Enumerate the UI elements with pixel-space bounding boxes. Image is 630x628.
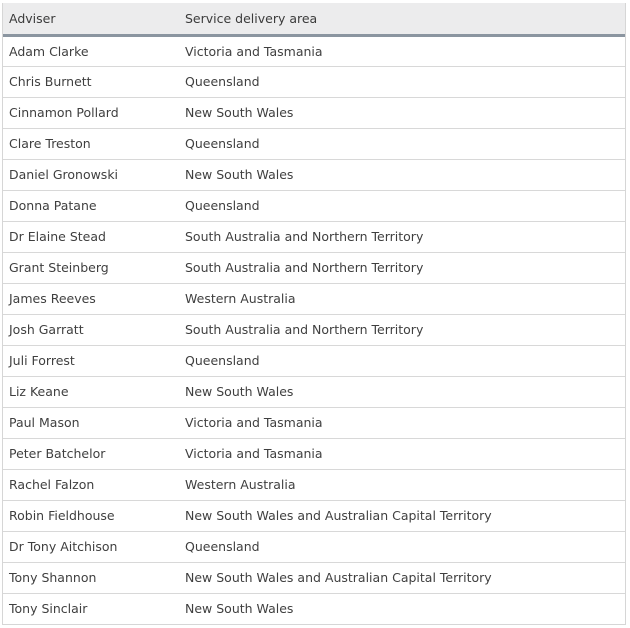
adviser-cell: Dr Elaine Stead [9, 229, 106, 244]
adviser-table [3, 3, 625, 624]
service-area-cell: New South Wales [185, 167, 294, 182]
table-row [3, 252, 625, 283]
adviser-cell: Tony Sinclair [9, 601, 88, 617]
service-area-cell: Queensland [185, 74, 260, 89]
table-header [3, 3, 625, 35]
adviser-cell: Juli Forrest [9, 353, 75, 368]
service-area-cell: New South Wales [185, 105, 294, 120]
column-header-adviser: Adviser [9, 10, 56, 26]
adviser-cell: Tony Shannon [9, 570, 97, 585]
adviser-cell: Robin Fieldhouse [9, 508, 115, 523]
table-row [3, 159, 625, 190]
service-area-cell: New South Wales [185, 601, 294, 617]
service-area-cell: Western Australia [185, 477, 296, 492]
table-row [3, 593, 625, 624]
adviser-cell: Josh Garratt [9, 322, 84, 337]
table-row [3, 531, 625, 562]
adviser-cell: Peter Batchelor [9, 446, 106, 461]
adviser-cell: Rachel Falzon [9, 477, 95, 492]
adviser-cell: James Reeves [9, 291, 96, 306]
table-row [3, 500, 625, 531]
service-area-cell: Queensland [185, 353, 260, 368]
table-row [3, 221, 625, 252]
service-area-cell: Victoria and Tasmania [185, 415, 323, 430]
table-row [3, 66, 625, 97]
service-area-cell: Western Australia [185, 291, 296, 306]
service-area-cell: South Australia and Northern Territory [185, 229, 424, 244]
adviser-cell: Donna Patane [9, 198, 97, 213]
adviser-cell: Dr Tony Aitchison [9, 539, 118, 554]
column-header-service-area: Service delivery area [185, 10, 318, 26]
adviser-cell: Chris Burnett [9, 74, 92, 89]
adviser-table-container [2, 3, 626, 625]
table-header-row [3, 3, 625, 35]
table-row [3, 314, 625, 345]
table-row [3, 469, 625, 500]
adviser-cell: Daniel Gronowski [9, 167, 119, 182]
table-row [3, 407, 625, 438]
adviser-cell: Grant Steinberg [9, 260, 109, 275]
adviser-cell: Cinnamon Pollard [9, 105, 119, 120]
service-area-cell: Queensland [185, 136, 260, 151]
table-row [3, 190, 625, 221]
service-area-cell: New South Wales and Australian Capital Territory [185, 508, 492, 523]
adviser-cell: Paul Mason [9, 415, 80, 430]
table-row [3, 35, 625, 66]
service-area-cell: Queensland [185, 539, 260, 554]
table-row [3, 438, 625, 469]
service-area-cell: Victoria and Tasmania [185, 446, 323, 461]
service-area-cell: Victoria and Tasmania [185, 43, 323, 59]
adviser-cell: Clare Treston [9, 136, 91, 151]
service-area-cell: Queensland [185, 198, 260, 213]
adviser-cell: Liz Keane [9, 384, 69, 399]
table-row [3, 97, 625, 128]
table-row [3, 128, 625, 159]
table-row [3, 376, 625, 407]
adviser-cell: Adam Clarke [9, 43, 89, 59]
service-area-cell: New South Wales and Australian Capital Territory [185, 570, 492, 585]
service-area-cell: South Australia and Northern Territory [185, 322, 424, 337]
table-row [3, 562, 625, 593]
service-area-cell: South Australia and Northern Territory [185, 260, 424, 275]
table-row [3, 283, 625, 314]
table-row [3, 345, 625, 376]
service-area-cell: New South Wales [185, 384, 294, 399]
table-body [3, 35, 625, 624]
